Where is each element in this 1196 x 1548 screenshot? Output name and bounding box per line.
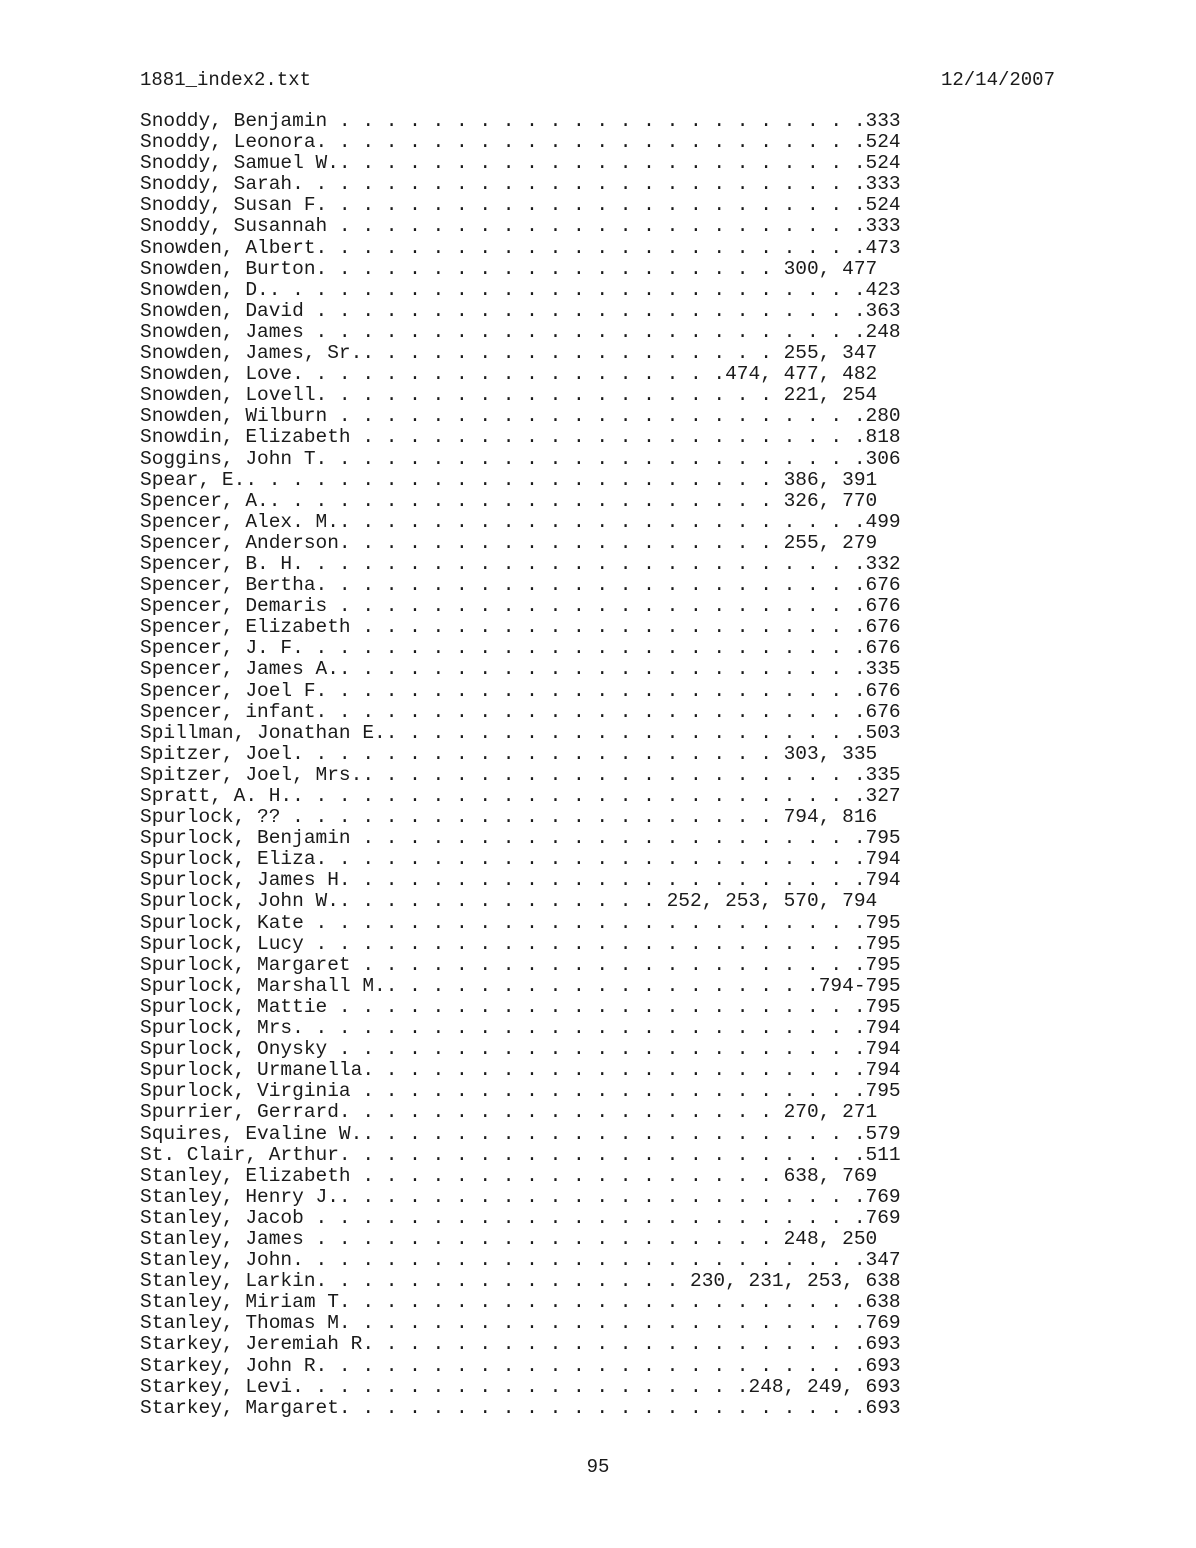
index-entry: Spurlock, Eliza. . . . . . . . . . . . . . . . . . . . . . . .794 [140, 848, 901, 871]
index-entry: Snowden, Burton. . . . . . . . . . . . . . . . . . . . 300, 477 [140, 257, 878, 280]
index-entry: Snowden, Wilburn . . . . . . . . . . . . . . . . . . . . . . .280 [140, 405, 901, 428]
index-entry: Spurlock, Mattie . . . . . . . . . . . . . . . . . . . . . . .795 [140, 995, 901, 1018]
index-entry: Spurlock, Virginia . . . . . . . . . . . . . . . . . . . . . .795 [140, 1080, 901, 1103]
index-entry: Soggins, John T. . . . . . . . . . . . . . . . . . . . . . . .306 [140, 447, 901, 470]
index-entry: Spurlock, Marshall M.. . . . . . . . . . . . . . . . . . .794-795 [140, 974, 901, 997]
index-entry: Spurlock, Lucy . . . . . . . . . . . . . . . . . . . . . . . .795 [140, 932, 901, 955]
index-entry: Spurlock, ?? . . . . . . . . . . . . . . . . . . . . . 794, 816 [140, 806, 878, 829]
index-entry: Spencer, Demaris . . . . . . . . . . . . . . . . . . . . . . .676 [140, 595, 901, 618]
index-entry: Stanley, James . . . . . . . . . . . . . . . . . . . . 248, 250 [140, 1227, 878, 1250]
index-entry: Snoddy, Samuel W.. . . . . . . . . . . . . . . . . . . . . . .524 [140, 152, 901, 175]
index-entry: Spencer, Joel F. . . . . . . . . . . . . . . . . . . . . . . .676 [140, 679, 901, 702]
index-entry-list [140, 111, 901, 1419]
index-entry: Spurlock, Kate . . . . . . . . . . . . . . . . . . . . . . . .795 [140, 911, 901, 934]
index-entry: Stanley, Elizabeth . . . . . . . . . . . . . . . . . . 638, 769 [140, 1164, 878, 1187]
index-entry: Spratt, A. H.. . . . . . . . . . . . . . . . . . . . . . . . .327 [140, 785, 901, 807]
index-entry: Snowden, James . . . . . . . . . . . . . . . . . . . . . . . .248 [140, 320, 901, 343]
index-entry: Snoddy, Susan F. . . . . . . . . . . . . . . . . . . . . . . .524 [140, 194, 901, 217]
index-entry: Spurlock, Benjamin . . . . . . . . . . . . . . . . . . . . . .795 [140, 827, 901, 850]
index-entry: Snowden, Lovell. . . . . . . . . . . . . . . . . . . . 221, 254 [140, 384, 878, 407]
index-entry: Spurlock, Mrs. . . . . . . . . . . . . . . . . . . . . . . . .794 [140, 1017, 901, 1040]
index-entry: Starkey, Levi. . . . . . . . . . . . . . . . . . . .248, 249, 693 [140, 1375, 901, 1398]
index-entry: Snowden, D.. . . . . . . . . . . . . . . . . . . . . . . . . .423 [140, 278, 901, 301]
index-entry: Stanley, Thomas M. . . . . . . . . . . . . . . . . . . . . . .769 [140, 1312, 901, 1335]
index-entry: St. Clair, Arthur. . . . . . . . . . . . . . . . . . . . . . .511 [140, 1143, 901, 1166]
header-date: 12/14/2007 [940, 69, 1055, 91]
index-entry: Spurrier, Gerrard. . . . . . . . . . . . . . . . . . . 270, 271 [140, 1101, 878, 1124]
index-entry: Spencer, Anderson. . . . . . . . . . . . . . . . . . . 255, 279 [140, 531, 878, 554]
index-entry: Spencer, A.. . . . . . . . . . . . . . . . . . . . . . 326, 770 [140, 489, 878, 512]
index-entry: Spurlock, Margaret . . . . . . . . . . . . . . . . . . . . . .795 [140, 953, 901, 976]
index-entry: Stanley, Jacob . . . . . . . . . . . . . . . . . . . . . . . .769 [140, 1206, 901, 1229]
index-entry: Spurlock, Urmanella. . . . . . . . . . . . . . . . . . . . . .794 [140, 1059, 901, 1082]
index-entry: Spurlock, Onysky . . . . . . . . . . . . . . . . . . . . . . .794 [140, 1038, 901, 1061]
index-entry: Spitzer, Joel. . . . . . . . . . . . . . . . . . . . . 303, 335 [140, 742, 878, 765]
index-entry: Snowden, Love. . . . . . . . . . . . . . . . . . .474, 477, 482 [140, 363, 878, 386]
index-entry: Spear, E.. . . . . . . . . . . . . . . . . . . . . . . 386, 391 [140, 468, 878, 491]
index-entry: Spitzer, Joel, Mrs.. . . . . . . . . . . . . . . . . . . . . .335 [140, 763, 901, 786]
index-entry: Starkey, John R. . . . . . . . . . . . . . . . . . . . . . . .693 [140, 1354, 901, 1377]
index-entry: Spencer, James A.. . . . . . . . . . . . . . . . . . . . . . .335 [140, 658, 901, 681]
index-entry: Spencer, B. H. . . . . . . . . . . . . . . . . . . . . . . . .332 [140, 552, 901, 575]
index-entry: Spencer, infant. . . . . . . . . . . . . . . . . . . . . . . .676 [140, 700, 901, 723]
page-number: 95 [586, 1456, 610, 1478]
index-entry: Spencer, Bertha. . . . . . . . . . . . . . . . . . . . . . . .676 [140, 574, 901, 597]
index-entry: Spillman, Jonathan E.. . . . . . . . . . . . . . . . . . . . .503 [140, 721, 901, 744]
index-entry: Starkey, Margaret. . . . . . . . . . . . . . . . . . . . . . .693 [140, 1396, 901, 1419]
index-entry: Spencer, Alex. M.. . . . . . . . . . . . . . . . . . . . . . .499 [140, 510, 901, 533]
index-entry: Spencer, J. F. . . . . . . . . . . . . . . . . . . . . . . . .676 [140, 637, 901, 660]
index-entry: Spencer, Elizabeth . . . . . . . . . . . . . . . . . . . . . .676 [140, 616, 901, 639]
index-entry: Snoddy, Benjamin . . . . . . . . . . . . . . . . . . . . . . .333 [140, 110, 901, 132]
index-entry: Stanley, John. . . . . . . . . . . . . . . . . . . . . . . . .347 [140, 1249, 901, 1272]
index-entry: Stanley, Larkin. . . . . . . . . . . . . . . . 230, 231, 253, 638 [140, 1270, 901, 1293]
index-entry: Snowden, Albert. . . . . . . . . . . . . . . . . . . . . . . .473 [140, 236, 901, 259]
index-entry: Snowdin, Elizabeth . . . . . . . . . . . . . . . . . . . . . .818 [140, 426, 901, 449]
index-entry: Spurlock, John W.. . . . . . . . . . . . . . 252, 253, 570, 794 [140, 890, 878, 913]
index-entry: Spurlock, James H. . . . . . . . . . . . . . . . . . . . . . .794 [140, 869, 901, 892]
index-entry: Stanley, Miriam T. . . . . . . . . . . . . . . . . . . . . . .638 [140, 1291, 901, 1314]
index-entry: Snoddy, Sarah. . . . . . . . . . . . . . . . . . . . . . . . .333 [140, 173, 901, 196]
index-entry: Stanley, Henry J.. . . . . . . . . . . . . . . . . . . . . . .769 [140, 1185, 901, 1208]
index-entry: Snowden, David . . . . . . . . . . . . . . . . . . . . . . . .363 [140, 299, 901, 322]
index-entry: Squires, Evaline W.. . . . . . . . . . . . . . . . . . . . . .579 [140, 1122, 901, 1145]
index-entry: Starkey, Jeremiah R. . . . . . . . . . . . . . . . . . . . . .693 [140, 1333, 901, 1356]
index-entry: Snoddy, Leonora. . . . . . . . . . . . . . . . . . . . . . . .524 [140, 131, 901, 154]
index-entry: Snoddy, Susannah . . . . . . . . . . . . . . . . . . . . . . .333 [140, 215, 901, 238]
index-entry: Snowden, James, Sr.. . . . . . . . . . . . . . . . . . 255, 347 [140, 342, 878, 365]
header-filename: 1881_index2.txt [140, 69, 312, 91]
